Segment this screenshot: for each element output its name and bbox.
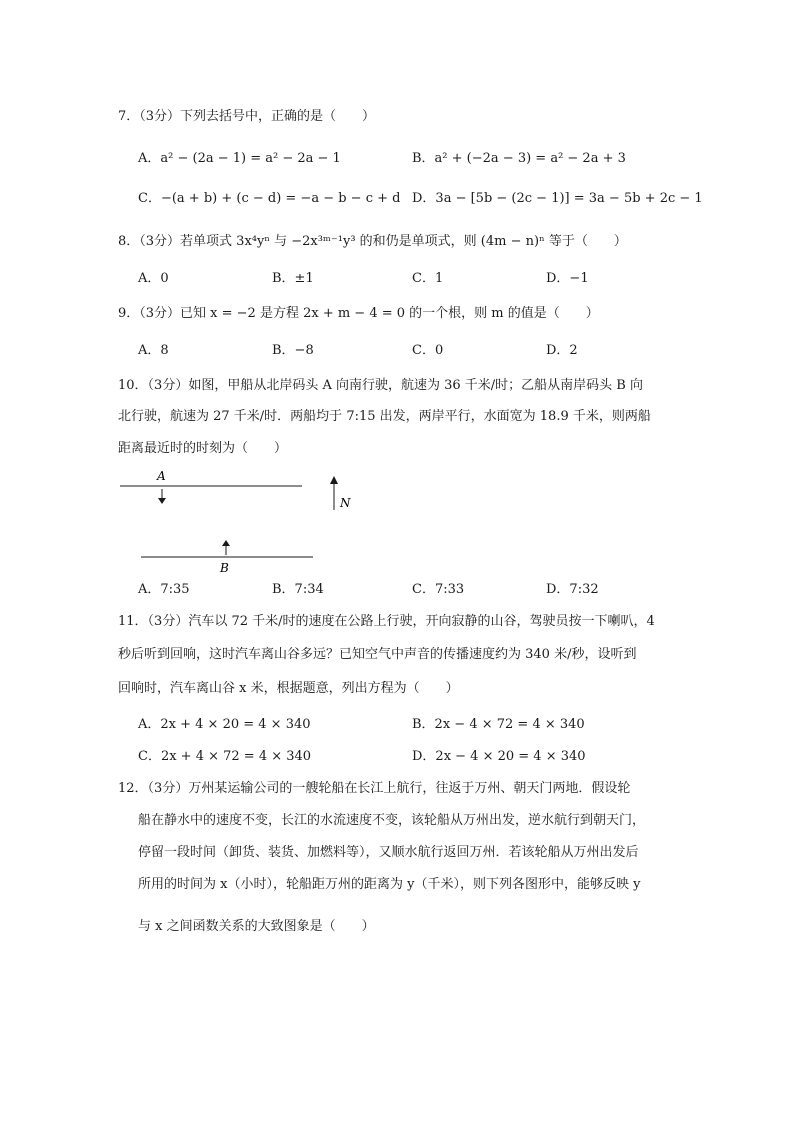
q9-option-c: C．0 — [412, 343, 444, 358]
q7-option-b: B．a² + (−2a − 3) = a² − 2a + 3 — [412, 151, 626, 166]
q10-stem-line-2: 北行驶，航速为 27 千米/时．两船均于 7:15 出发，两岸平行，水面宽为 18.9 千米，则两船 — [118, 409, 651, 424]
q12-stem-line-2: 船在静水中的速度不变，长江的水流速度不变，该轮船从万州出发，逆水航行到朝天门， — [138, 813, 646, 828]
ship-b-arrow-head — [222, 540, 230, 546]
north-label: N — [340, 496, 351, 510]
q11-stem-line-2: 秒后听到回响，这时汽车离山谷多远？已知空气中声音的传播速度约为 340 米/秒，设听到 — [118, 647, 637, 662]
dock-b-label: B — [220, 561, 229, 575]
q9-option-a: A．8 — [138, 343, 169, 358]
q9-option-d: D．2 — [546, 343, 578, 358]
q11-option-a: A．2x + 4 × 20 = 4 × 340 — [138, 717, 311, 732]
ship-a-arrow-head — [158, 498, 166, 504]
q11-option-b: B．2x − 4 × 72 = 4 × 340 — [412, 717, 585, 732]
q10-stem-line-3: 距离最近时的时刻为（ ） — [118, 441, 288, 456]
q8-option-b: B．±1 — [272, 271, 314, 286]
q11-stem-line-1: 11．（3分）汽车以 72 千米/时的速度在公路上行驶，开向寂静的山谷，驾驶员按一下喇叭，4 — [118, 614, 655, 629]
q7-stem: 7．（3分）下列去括号中，正确的是（ ） — [118, 109, 376, 124]
q10-option-d: D．7:32 — [546, 582, 599, 597]
q8-option-c: C．1 — [412, 271, 444, 286]
q8-stem: 8．（3分）若单项式 3x⁴yⁿ 与 −2x³ᵐ⁻¹y³ 的和仍是单项式，则 (4m − n)ⁿ 等于（ ） — [118, 234, 627, 249]
dock-a-label: A — [157, 469, 166, 483]
q10-stem-line-1: 10．（3分）如图，甲船从北岸码头 A 向南行驶，航速为 36 千米/时；乙船从南岸码头 B 向 — [118, 378, 643, 393]
q10-option-b: B．7:34 — [272, 582, 324, 597]
q12-stem-line-1: 12．（3分）万州某运输公司的一艘轮船在长江上航行，往返于万州、朝天门两地．假设轮 — [118, 781, 631, 796]
q11-option-c: C．2x + 4 × 72 = 4 × 340 — [138, 749, 312, 764]
q10-option-a: A．7:35 — [138, 582, 190, 597]
q11-stem-line-3: 回响时，汽车离山谷 x 米，根据题意，列出方程为（ ） — [118, 681, 459, 696]
q10-river-diagram — [0, 462, 794, 577]
q12-stem-line-3: 停留一段时间（卸货、装货、加燃料等），又顺水航行返回万州．若该轮船从万州出发后 — [138, 845, 639, 860]
q7-option-c: C．−(a + b) + (c − d) = −a − b − c + d — [138, 191, 401, 206]
q8-option-a: A．0 — [138, 271, 169, 286]
q7-option-a: A．a² − (2a − 1) = a² − 2a − 1 — [138, 151, 341, 166]
q10-option-c: C．7:33 — [412, 582, 465, 597]
q9-stem: 9．（3分）已知 x = −2 是方程 2x + m − 4 = 0 的一个根，则 m 的值是（ ） — [118, 306, 599, 321]
north-arrow-head — [330, 476, 338, 484]
q12-stem-line-5: 与 x 之间函数关系的大致图象是（ ） — [138, 919, 375, 934]
q12-stem-line-4: 所用的时间为 x（小时），轮船距万州的距离为 y（千米），则下列各图形中，能够反映 y — [138, 877, 641, 892]
q9-option-b: B．−8 — [272, 343, 314, 358]
q7-option-d: D．3a − [5b − (2c − 1)] = 3a − 5b + 2c − 1 — [412, 191, 703, 206]
q11-option-d: D．2x − 4 × 20 = 4 × 340 — [412, 749, 586, 764]
q8-option-d: D．−1 — [546, 271, 589, 286]
